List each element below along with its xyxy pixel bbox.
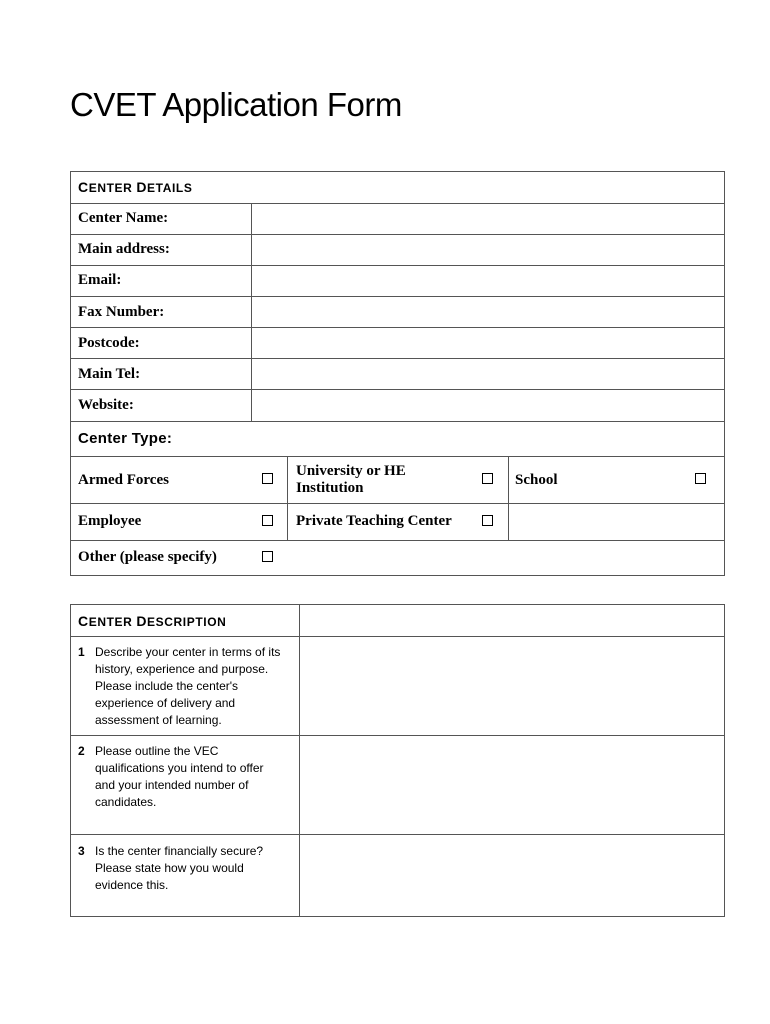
center-name-label: Center Name: [78, 210, 169, 226]
postcode-label: Postcode: [78, 335, 140, 351]
main-address-field[interactable] [252, 235, 724, 265]
website-label: Website: [78, 397, 134, 413]
answer-2-field[interactable] [300, 736, 724, 834]
option-school-label: School [515, 472, 558, 488]
question-2-number: 2 [78, 744, 85, 758]
fax-number-field[interactable] [252, 297, 724, 327]
question-1-text: Describe your center in terms of its history, experience and purpose. Please include the center's experience of delivery and assessment of learning. [95, 645, 281, 727]
question-2-text: Please outline the VEC qualifications you intend to offer and your intended number of candidates. [95, 744, 264, 809]
answer-3-field[interactable] [300, 835, 724, 916]
question-2 [78, 743, 293, 833]
option-armed-forces-label: Armed Forces [78, 472, 169, 488]
website-field[interactable] [252, 390, 724, 421]
option-university-checkbox[interactable] [482, 473, 493, 484]
option-employee-checkbox[interactable] [262, 515, 273, 526]
option-armed-forces-checkbox[interactable] [262, 473, 273, 484]
center-type-heading: Center Type: [78, 430, 173, 447]
fax-number-label: Fax Number: [78, 304, 165, 320]
option-other-checkbox[interactable] [262, 551, 273, 562]
other-specify-field[interactable] [288, 541, 724, 575]
center-description-heading: CENTER DESCRIPTION [78, 613, 227, 629]
email-field[interactable] [252, 266, 724, 296]
main-tel-label: Main Tel: [78, 366, 141, 382]
question-3-number: 3 [78, 844, 85, 858]
main-tel-field[interactable] [252, 359, 724, 389]
question-3 [78, 843, 293, 913]
option-school-checkbox[interactable] [695, 473, 706, 484]
question-3-text: Is the center financially secure? Please state how you would evidence this. [95, 844, 264, 892]
center-details-heading: CENTER DETAILS [78, 179, 193, 195]
option-employee-label: Employee [78, 513, 142, 529]
main-address-label: Main address: [78, 241, 170, 257]
center-name-field[interactable] [252, 204, 724, 234]
option-private-teaching-checkbox[interactable] [482, 515, 493, 526]
question-1-number: 1 [78, 645, 85, 659]
question-1 [78, 644, 293, 734]
answer-1-field[interactable] [300, 637, 724, 735]
email-label: Email: [78, 272, 122, 288]
form-title: CVET Application Form [70, 86, 402, 123]
option-other-label: Other (please specify) [78, 549, 217, 565]
option-private-teaching-label: Private Teaching Center [296, 513, 452, 529]
postcode-field[interactable] [252, 328, 724, 358]
option-university-label: University or HE Institution [296, 463, 406, 496]
